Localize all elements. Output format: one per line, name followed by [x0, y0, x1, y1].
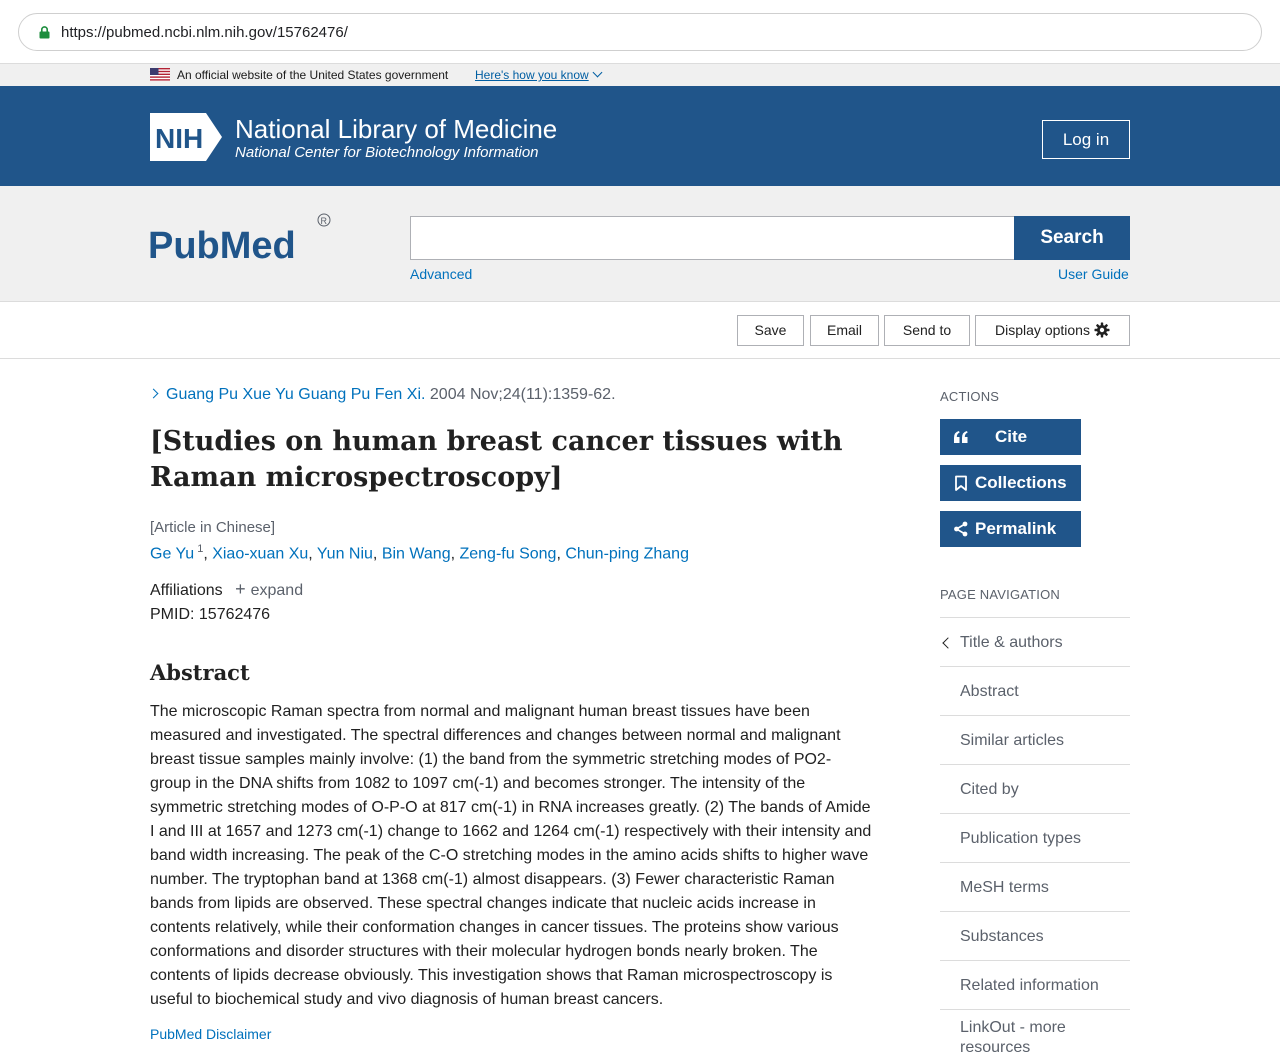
- search-section: [0, 186, 1280, 302]
- article-toolbar: [0, 302, 1280, 359]
- display-options-label: Display options: [995, 322, 1090, 338]
- nav-item-title-authors[interactable]: [940, 618, 1130, 667]
- bookmark-icon: [953, 475, 969, 491]
- nav-item-abstract[interactable]: [940, 667, 1130, 716]
- language-note: [Article in Chinese]: [150, 519, 276, 536]
- nav-item-label: Substances: [960, 928, 1044, 945]
- journal-link[interactable]: Guang Pu Xue Yu Guang Pu Fen Xi.: [166, 386, 426, 403]
- search-button[interactable]: Search: [1014, 216, 1130, 260]
- pubmed-logo[interactable]: [148, 208, 338, 274]
- quote-icon: [953, 429, 969, 445]
- share-icon: [953, 521, 969, 537]
- gov-banner: [0, 63, 1280, 86]
- nav-item-mesh-terms[interactable]: [940, 863, 1130, 912]
- url-text[interactable]: https://pubmed.ncbi.nlm.nih.gov/15762476/: [61, 24, 348, 41]
- nlm-title[interactable]: National Library of Medicine: [235, 114, 558, 144]
- heres-how-you-know-link[interactable]: [475, 68, 601, 82]
- abstract-text: The microscopic Raman spectra from normal and malignant human breast tissues have been measured and investigated. The spectral differences and changes between normal and malignant breast tissue samples mainly involve: (1) the band from the symmetric stretching modes of PO2- group in the DNA shifts from 1082 to 1097 cm(-1) and becomes stronger. The intensity of the symmetric stretching modes of O-P-O at 817 cm(-1) in RNA increases greatly. (2) The bands of Amide I and III at 1657 and 1273 cm(-1) change to 1662 and 1264 cm(-1) respectively with their intensity and band width increasing. The peak of the C-O stretching modes in the amino acids shifts to higher wave number. The tryptophan band at 1368 cm(-1) almost disappears. (3) Fewer characteristic Raman bands from lipids are observed. These spectral changes indicate that nucleic acids increase in contents relatively, while their conformation changes in cancer tissues. The proteins show various conformations and disorder structures with their molecular hydrogen bonds nearly broken. The contents of lipids decrease obviously. This investigation shows that Raman microspectroscopy is useful to biochemical study and vivo diagnosis of human breast cancers.: [150, 703, 872, 1008]
- display-options-button[interactable]: [975, 315, 1130, 346]
- cite-button[interactable]: [940, 419, 1081, 455]
- author-link[interactable]: Bin Wang: [381, 545, 451, 563]
- nih-header: [0, 86, 1280, 186]
- permalink-button[interactable]: [940, 511, 1081, 547]
- nav-item-label: Title & authors: [960, 634, 1063, 651]
- journal-citation: [150, 386, 616, 404]
- actions-heading: ACTIONS: [940, 389, 1000, 404]
- nav-item-label: Abstract: [960, 683, 1019, 700]
- nav-item-label: Related information: [960, 977, 1099, 994]
- nav-item-label: Cited by: [960, 781, 1019, 798]
- nav-item-publication-types[interactable]: [940, 814, 1130, 863]
- send-to-button[interactable]: Send to: [884, 315, 970, 346]
- affiliations-label: Affiliations: [150, 582, 223, 599]
- collections-label: Collections: [975, 473, 1067, 492]
- pubmed-logo-text: PubMed: [148, 225, 296, 267]
- ncbi-subtitle: National Center for Biotechnology Information: [235, 144, 539, 161]
- gear-icon: [1094, 322, 1110, 338]
- lock-icon: [39, 26, 50, 39]
- author-link[interactable]: Ge Yu: [150, 545, 195, 563]
- us-flag-icon: [150, 68, 170, 81]
- nih-logo-text: NIH: [155, 123, 204, 154]
- nav-item-substances[interactable]: [940, 912, 1130, 961]
- permalink-label: Permalink: [975, 519, 1057, 538]
- collections-button[interactable]: [940, 465, 1081, 501]
- author-link[interactable]: Chun-ping Zhang: [565, 545, 689, 563]
- affiliation-number[interactable]: 1: [197, 543, 204, 555]
- author-link[interactable]: Xiao-xuan Xu: [212, 545, 309, 563]
- citation-details: 2004 Nov;24(11):1359-62.: [429, 386, 616, 403]
- advanced-search-link[interactable]: Advanced: [410, 266, 473, 282]
- chevron-down-icon: [592, 68, 602, 78]
- browser-bar: [0, 0, 1280, 64]
- pubmed-disclaimer-link[interactable]: PubMed Disclaimer: [150, 1026, 272, 1042]
- author-link[interactable]: Zeng-fu Song: [459, 545, 557, 563]
- nav-item-label: MeSH terms: [960, 879, 1049, 896]
- author-link[interactable]: Yun Niu: [316, 545, 373, 563]
- save-button[interactable]: Save: [737, 315, 804, 346]
- address-bar[interactable]: [18, 13, 1262, 51]
- pmid: PMID: 15762476: [150, 606, 271, 623]
- page-navigation-list: [940, 617, 1130, 1064]
- chevron-left-icon: [942, 637, 953, 648]
- nav-item-linkout[interactable]: [940, 1010, 1130, 1064]
- nav-item-label: LinkOut - more resources: [960, 1019, 1066, 1056]
- chevron-right-icon: [149, 389, 159, 399]
- email-button[interactable]: Email: [810, 315, 879, 346]
- author-list: Ge Yu $^1$, Xiao-xuan Xu, Yun Niu, Bin Wang, Zeng-fu Song, Chun-ping Zhang: [150, 543, 689, 563]
- nih-logo[interactable]: [150, 113, 228, 161]
- cite-label: Cite: [995, 427, 1028, 446]
- affiliations-expand-toggle[interactable]: [235, 579, 304, 599]
- nav-item-related-information[interactable]: [940, 961, 1130, 1010]
- affiliations-row: [150, 579, 303, 600]
- nav-item-similar-articles[interactable]: [940, 716, 1130, 765]
- nav-item-label: Similar articles: [960, 732, 1065, 749]
- nav-item-label: Publication types: [960, 830, 1081, 847]
- user-guide-link[interactable]: User Guide: [1058, 266, 1129, 282]
- gov-link-label: Here's how you know: [475, 68, 589, 82]
- expand-label: expand: [250, 582, 304, 599]
- nav-item-cited-by[interactable]: [940, 765, 1130, 814]
- article-title: [Studies on human breast cancer tissues with Raman microspectroscopy]: [150, 426, 843, 493]
- plus-icon: +: [235, 579, 246, 599]
- login-button[interactable]: Log in: [1042, 120, 1130, 159]
- abstract-heading: Abstract: [150, 660, 250, 685]
- search-input[interactable]: [410, 216, 1015, 260]
- page-navigation-heading: PAGE NAVIGATION: [940, 587, 1061, 602]
- gov-banner-text: An official website of the United States government: [177, 68, 449, 82]
- svg-text:R: R: [320, 216, 327, 226]
